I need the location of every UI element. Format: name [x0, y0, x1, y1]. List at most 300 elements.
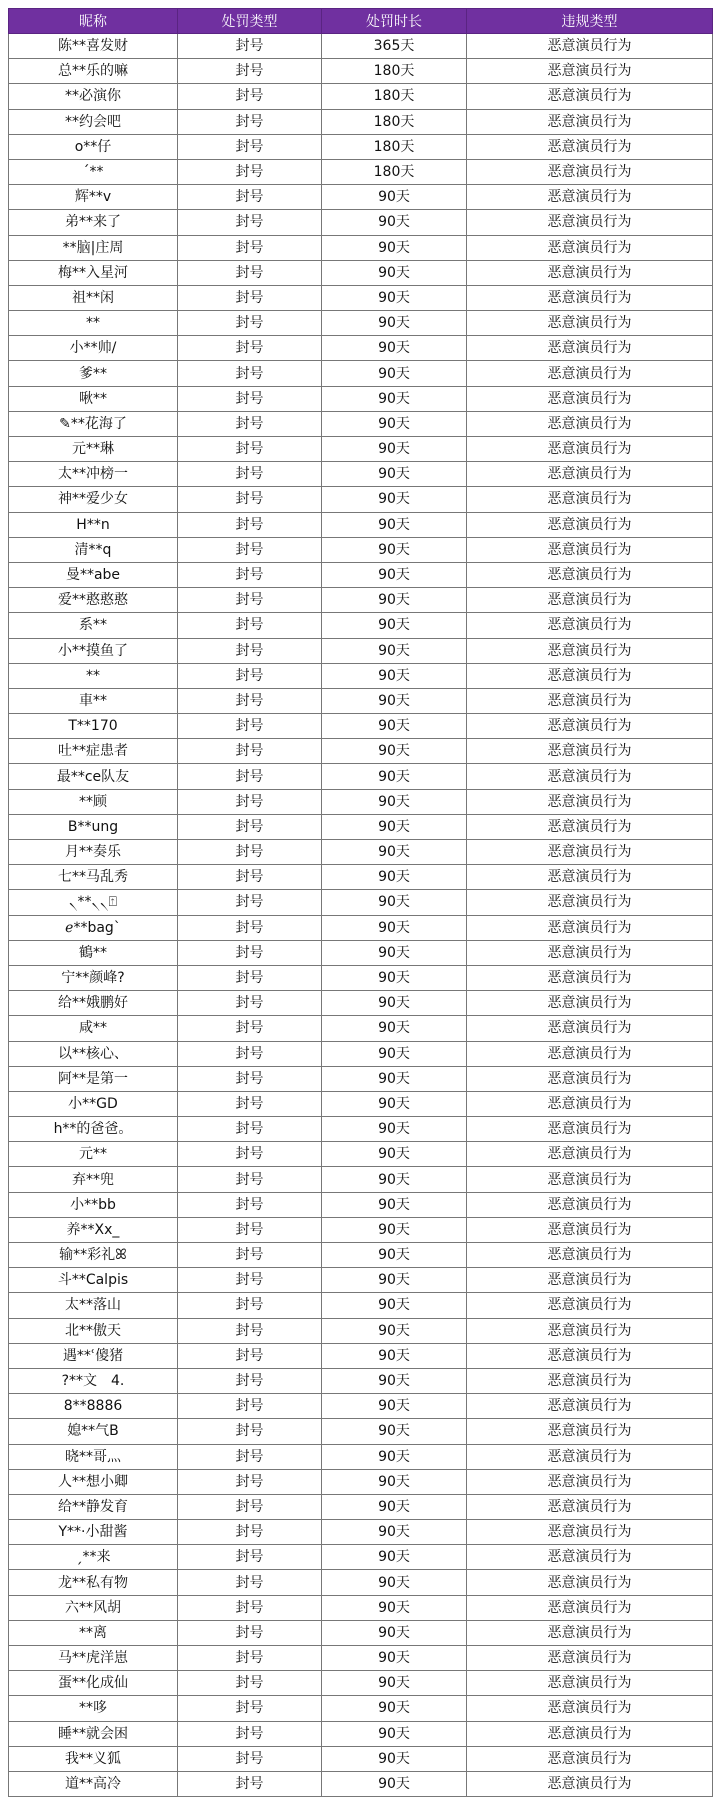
cell-penalty-duration: 90天 [322, 1142, 467, 1167]
cell-violation-type: 恶意演员行为 [467, 336, 713, 361]
table-row [9, 311, 713, 336]
cell-penalty-duration: 90天 [322, 1646, 467, 1671]
table-row [9, 235, 713, 260]
cell-penalty-type: 封号 [178, 1671, 322, 1696]
cell-penalty-duration: 90天 [322, 1318, 467, 1343]
cell-penalty-duration: 90天 [322, 764, 467, 789]
cell-penalty-duration: 90天 [322, 1192, 467, 1217]
cell-violation-type: 恶意演员行为 [467, 1570, 713, 1595]
cell-penalty-type: 封号 [178, 109, 322, 134]
cell-penalty-duration: 90天 [322, 1368, 467, 1393]
cell-violation-type: 恶意演员行为 [467, 991, 713, 1016]
cell-violation-type: 恶意演员行为 [467, 311, 713, 336]
cell-nickname: 晓**哥灬 [9, 1444, 178, 1469]
cell-penalty-duration: 90天 [322, 865, 467, 890]
table-row [9, 588, 713, 613]
header-row [9, 9, 713, 34]
cell-penalty-type: 封号 [178, 865, 322, 890]
cell-penalty-duration: 90天 [322, 1217, 467, 1242]
cell-penalty-type: 封号 [178, 1696, 322, 1721]
cell-nickname: **离 [9, 1620, 178, 1645]
header-penalty-type: 处罚类型 [178, 9, 322, 34]
cell-violation-type: 恶意演员行为 [467, 789, 713, 814]
cell-penalty-type: 封号 [178, 915, 322, 940]
cell-violation-type: 恶意演员行为 [467, 1293, 713, 1318]
cell-nickname: 以**核心、 [9, 1041, 178, 1066]
cell-violation-type: 恶意演员行为 [467, 688, 713, 713]
cell-nickname: 車** [9, 688, 178, 713]
cell-violation-type: 恶意演员行为 [467, 1494, 713, 1519]
cell-violation-type: 恶意演员行为 [467, 1419, 713, 1444]
cell-nickname: **顾 [9, 789, 178, 814]
cell-violation-type: 恶意演员行为 [467, 386, 713, 411]
cell-violation-type: 恶意演员行为 [467, 1142, 713, 1167]
cell-penalty-type: 封号 [178, 210, 322, 235]
cell-violation-type: 恶意演员行为 [467, 1671, 713, 1696]
cell-penalty-type: 封号 [178, 311, 322, 336]
cell-penalty-duration: 90天 [322, 1595, 467, 1620]
cell-penalty-duration: 90天 [322, 487, 467, 512]
cell-violation-type: 恶意演员行为 [467, 185, 713, 210]
cell-penalty-duration: 180天 [322, 134, 467, 159]
cell-penalty-duration: 90天 [322, 789, 467, 814]
cell-penalty-type: 封号 [178, 688, 322, 713]
cell-penalty-duration: 90天 [322, 462, 467, 487]
cell-violation-type: 恶意演员行为 [467, 940, 713, 965]
cell-penalty-duration: 90天 [322, 1520, 467, 1545]
cell-penalty-duration: 90天 [322, 210, 467, 235]
cell-penalty-duration: 90天 [322, 638, 467, 663]
table-row [9, 1545, 713, 1570]
cell-violation-type: 恶意演员行为 [467, 1746, 713, 1771]
cell-penalty-duration: 90天 [322, 411, 467, 436]
cell-penalty-duration: 90天 [322, 739, 467, 764]
cell-nickname: 曼**abe [9, 562, 178, 587]
cell-violation-type: 恶意演员行为 [467, 1318, 713, 1343]
cell-penalty-type: 封号 [178, 714, 322, 739]
cell-penalty-type: 封号 [178, 1419, 322, 1444]
table-row [9, 285, 713, 310]
cell-penalty-type: 封号 [178, 487, 322, 512]
cell-violation-type: 恶意演员行为 [467, 1771, 713, 1796]
cell-violation-type: 恶意演员行为 [467, 562, 713, 587]
cell-penalty-type: 封号 [178, 1771, 322, 1796]
table-row [9, 739, 713, 764]
cell-penalty-type: 封号 [178, 512, 322, 537]
cell-nickname: 道**高冷 [9, 1771, 178, 1796]
cell-penalty-type: 封号 [178, 764, 322, 789]
cell-nickname: B**ung [9, 814, 178, 839]
table-row [9, 865, 713, 890]
cell-penalty-type: 封号 [178, 1041, 322, 1066]
cell-penalty-type: 封号 [178, 235, 322, 260]
table-row [9, 411, 713, 436]
cell-nickname: 咸** [9, 1016, 178, 1041]
cell-penalty-type: 封号 [178, 1192, 322, 1217]
table-row [9, 940, 713, 965]
cell-penalty-duration: 90天 [322, 1394, 467, 1419]
cell-violation-type: 恶意演员行为 [467, 739, 713, 764]
cell-violation-type: 恶意演员行为 [467, 965, 713, 990]
header-violation-type: 违规类型 [467, 9, 713, 34]
cell-nickname: 宁**颜峰? [9, 965, 178, 990]
table-row [9, 1268, 713, 1293]
cell-penalty-type: 封号 [178, 1469, 322, 1494]
cell-nickname: H**n [9, 512, 178, 537]
cell-violation-type: 恶意演员行为 [467, 1066, 713, 1091]
cell-penalty-duration: 90天 [322, 1444, 467, 1469]
cell-nickname: 祖**闲 [9, 285, 178, 310]
cell-nickname: 遇**ʿ傻猪 [9, 1343, 178, 1368]
cell-nickname: h**的爸爸。 [9, 1117, 178, 1142]
cell-penalty-duration: 90天 [322, 1746, 467, 1771]
cell-penalty-duration: 90天 [322, 437, 467, 462]
cell-penalty-type: 封号 [178, 537, 322, 562]
cell-nickname: 爱**憨憨憨 [9, 588, 178, 613]
cell-nickname: 人**想小卿 [9, 1469, 178, 1494]
cell-nickname: 弃**兜 [9, 1167, 178, 1192]
cell-violation-type: 恶意演员行为 [467, 512, 713, 537]
cell-penalty-type: 封号 [178, 1167, 322, 1192]
cell-violation-type: 恶意演员行为 [467, 159, 713, 184]
cell-penalty-type: 封号 [178, 991, 322, 1016]
cell-penalty-type: 封号 [178, 789, 322, 814]
cell-penalty-duration: 90天 [322, 285, 467, 310]
table-row [9, 487, 713, 512]
cell-penalty-duration: 90天 [322, 1620, 467, 1645]
table-row [9, 34, 713, 59]
cell-penalty-type: 封号 [178, 1595, 322, 1620]
table-row [9, 437, 713, 462]
table-row [9, 1469, 713, 1494]
table-row [9, 1066, 713, 1091]
cell-penalty-duration: 90天 [322, 185, 467, 210]
table-row [9, 134, 713, 159]
cell-penalty-type: 封号 [178, 159, 322, 184]
cell-penalty-type: 封号 [178, 1318, 322, 1343]
cell-nickname: 输**彩礼ꕤ [9, 1243, 178, 1268]
cell-violation-type: 恶意演员行为 [467, 537, 713, 562]
table-row [9, 1368, 713, 1393]
cell-violation-type: 恶意演员行为 [467, 764, 713, 789]
cell-nickname: 8**8886 [9, 1394, 178, 1419]
cell-nickname: ℯ**bag` [9, 915, 178, 940]
cell-penalty-duration: 90天 [322, 1721, 467, 1746]
cell-penalty-type: 封号 [178, 940, 322, 965]
cell-violation-type: 恶意演员行为 [467, 663, 713, 688]
cell-nickname: 北**傲天 [9, 1318, 178, 1343]
table-row [9, 1419, 713, 1444]
cell-penalty-duration: 180天 [322, 59, 467, 84]
penalty-table [8, 8, 713, 1797]
cell-violation-type: 恶意演员行为 [467, 1041, 713, 1066]
table-row [9, 1142, 713, 1167]
cell-penalty-type: 封号 [178, 814, 322, 839]
cell-violation-type: 恶意演员行为 [467, 462, 713, 487]
cell-penalty-duration: 90天 [322, 1771, 467, 1796]
cell-nickname: 龙**私有物 [9, 1570, 178, 1595]
cell-nickname: 月**奏乐 [9, 840, 178, 865]
cell-nickname: ** [9, 663, 178, 688]
cell-violation-type: 恶意演员行为 [467, 840, 713, 865]
cell-penalty-type: 封号 [178, 638, 322, 663]
cell-violation-type: 恶意演员行为 [467, 865, 713, 890]
table-row [9, 814, 713, 839]
table-row [9, 764, 713, 789]
table-row [9, 109, 713, 134]
cell-penalty-type: 封号 [178, 1570, 322, 1595]
cell-penalty-duration: 90天 [322, 840, 467, 865]
cell-penalty-type: 封号 [178, 890, 322, 915]
cell-penalty-duration: 180天 [322, 159, 467, 184]
cell-nickname: ˊ** [9, 159, 178, 184]
cell-penalty-type: 封号 [178, 386, 322, 411]
table-body [9, 34, 713, 1797]
cell-penalty-duration: 90天 [322, 991, 467, 1016]
cell-nickname: 六**风胡 [9, 1595, 178, 1620]
cell-penalty-type: 封号 [178, 285, 322, 310]
cell-violation-type: 恶意演员行为 [467, 1016, 713, 1041]
table-row [9, 59, 713, 84]
cell-nickname: 养**Xx_ [9, 1217, 178, 1242]
cell-penalty-duration: 90天 [322, 1117, 467, 1142]
table-row [9, 1595, 713, 1620]
cell-violation-type: 恶意演员行为 [467, 588, 713, 613]
cell-penalty-duration: 90天 [322, 1343, 467, 1368]
cell-violation-type: 恶意演员行为 [467, 411, 713, 436]
cell-penalty-duration: 90天 [322, 663, 467, 688]
cell-violation-type: 恶意演员行为 [467, 134, 713, 159]
table-row [9, 562, 713, 587]
cell-penalty-type: 封号 [178, 1721, 322, 1746]
cell-penalty-duration: 90天 [322, 814, 467, 839]
cell-penalty-type: 封号 [178, 134, 322, 159]
table-row [9, 361, 713, 386]
cell-penalty-type: 封号 [178, 1394, 322, 1419]
table-row [9, 1646, 713, 1671]
cell-nickname: 梅**入星河 [9, 260, 178, 285]
cell-violation-type: 恶意演员行为 [467, 1721, 713, 1746]
cell-violation-type: 恶意演员行为 [467, 638, 713, 663]
cell-penalty-type: 封号 [178, 411, 322, 436]
cell-violation-type: 恶意演员行为 [467, 1243, 713, 1268]
cell-nickname: 辉**v [9, 185, 178, 210]
cell-nickname: 小**帅/ [9, 336, 178, 361]
cell-penalty-duration: 90天 [322, 336, 467, 361]
cell-penalty-type: 封号 [178, 739, 322, 764]
cell-penalty-type: 封号 [178, 1293, 322, 1318]
cell-violation-type: 恶意演员行为 [467, 1167, 713, 1192]
cell-nickname: o**仔 [9, 134, 178, 159]
cell-penalty-duration: 90天 [322, 361, 467, 386]
cell-penalty-duration: 90天 [322, 1570, 467, 1595]
cell-penalty-duration: 90天 [322, 714, 467, 739]
cell-penalty-type: 封号 [178, 34, 322, 59]
cell-penalty-duration: 90天 [322, 588, 467, 613]
cell-nickname: 总**乐的嘛 [9, 59, 178, 84]
table-row [9, 840, 713, 865]
cell-penalty-type: 封号 [178, 361, 322, 386]
cell-violation-type: 恶意演员行为 [467, 714, 713, 739]
cell-violation-type: 恶意演员行为 [467, 1368, 713, 1393]
table-row [9, 688, 713, 713]
table-row [9, 1192, 713, 1217]
cell-nickname: 清**q [9, 537, 178, 562]
table-row [9, 991, 713, 1016]
cell-violation-type: 恶意演员行为 [467, 1268, 713, 1293]
cell-nickname: **哆 [9, 1696, 178, 1721]
table-row [9, 512, 713, 537]
table-row [9, 1016, 713, 1041]
cell-penalty-type: 封号 [178, 965, 322, 990]
cell-penalty-duration: 90天 [322, 1268, 467, 1293]
cell-violation-type: 恶意演员行为 [467, 1444, 713, 1469]
table-row [9, 260, 713, 285]
cell-violation-type: 恶意演员行为 [467, 361, 713, 386]
cell-penalty-type: 封号 [178, 1268, 322, 1293]
table-row [9, 965, 713, 990]
table-row [9, 1746, 713, 1771]
cell-penalty-duration: 90天 [322, 1469, 467, 1494]
cell-violation-type: 恶意演员行为 [467, 1696, 713, 1721]
cell-penalty-duration: 90天 [322, 1091, 467, 1116]
cell-nickname: 给**娥鹏好 [9, 991, 178, 1016]
cell-nickname: ✎**花海了 [9, 411, 178, 436]
cell-violation-type: 恶意演员行为 [467, 59, 713, 84]
cell-penalty-duration: 90天 [322, 386, 467, 411]
table-row [9, 537, 713, 562]
cell-penalty-type: 封号 [178, 1368, 322, 1393]
cell-violation-type: 恶意演员行为 [467, 84, 713, 109]
cell-penalty-duration: 365天 [322, 34, 467, 59]
cell-nickname: ˏ**来 [9, 1545, 178, 1570]
cell-nickname: 斗**Calpis [9, 1268, 178, 1293]
cell-penalty-duration: 90天 [322, 260, 467, 285]
cell-violation-type: 恶意演员行为 [467, 210, 713, 235]
cell-nickname: 鶴** [9, 940, 178, 965]
cell-penalty-type: 封号 [178, 840, 322, 865]
cell-nickname: 太**落山 [9, 1293, 178, 1318]
cell-violation-type: 恶意演员行为 [467, 437, 713, 462]
cell-violation-type: 恶意演员行为 [467, 1091, 713, 1116]
cell-penalty-type: 封号 [178, 1620, 322, 1645]
cell-violation-type: 恶意演员行为 [467, 1620, 713, 1645]
cell-nickname: **脑|庄周 [9, 235, 178, 260]
table-row [9, 1620, 713, 1645]
cell-penalty-type: 封号 [178, 1746, 322, 1771]
cell-nickname: 系** [9, 613, 178, 638]
cell-penalty-type: 封号 [178, 1142, 322, 1167]
table-row [9, 462, 713, 487]
table-row [9, 1494, 713, 1519]
cell-nickname: ** [9, 311, 178, 336]
cell-nickname: 爹** [9, 361, 178, 386]
cell-nickname: **约会吧 [9, 109, 178, 134]
cell-penalty-type: 封号 [178, 84, 322, 109]
table-row [9, 890, 713, 915]
cell-penalty-duration: 90天 [322, 915, 467, 940]
cell-violation-type: 恶意演员行为 [467, 915, 713, 940]
cell-penalty-duration: 90天 [322, 940, 467, 965]
table-row [9, 1167, 713, 1192]
cell-nickname: 马**虎洋崽 [9, 1646, 178, 1671]
table-row [9, 1318, 713, 1343]
table-row [9, 1293, 713, 1318]
cell-penalty-type: 封号 [178, 1091, 322, 1116]
table-header [9, 9, 713, 34]
cell-violation-type: 恶意演员行为 [467, 1217, 713, 1242]
cell-nickname: 吐**症患者 [9, 739, 178, 764]
cell-penalty-type: 封号 [178, 1243, 322, 1268]
cell-nickname: 太**冲榜一 [9, 462, 178, 487]
cell-penalty-duration: 90天 [322, 1041, 467, 1066]
cell-penalty-type: 封号 [178, 1494, 322, 1519]
cell-penalty-duration: 90天 [322, 537, 467, 562]
cell-violation-type: 恶意演员行为 [467, 890, 713, 915]
cell-nickname: 我**义狐 [9, 1746, 178, 1771]
cell-penalty-duration: 180天 [322, 109, 467, 134]
cell-penalty-duration: 90天 [322, 1167, 467, 1192]
cell-penalty-duration: 90天 [322, 1293, 467, 1318]
cell-violation-type: 恶意演员行为 [467, 34, 713, 59]
cell-penalty-type: 封号 [178, 1117, 322, 1142]
table-row [9, 1394, 713, 1419]
cell-nickname: 阿**是第一 [9, 1066, 178, 1091]
cell-nickname: 小**摸鱼了 [9, 638, 178, 663]
cell-nickname: 最**ce队友 [9, 764, 178, 789]
cell-nickname: 小**bb [9, 1192, 178, 1217]
header-penalty-duration: 处罚时长 [322, 9, 467, 34]
cell-penalty-duration: 180天 [322, 84, 467, 109]
cell-penalty-type: 封号 [178, 1343, 322, 1368]
cell-nickname: **必演你 [9, 84, 178, 109]
header-nickname: 昵称 [9, 9, 178, 34]
cell-nickname: 弟**来了 [9, 210, 178, 235]
cell-penalty-duration: 90天 [322, 1016, 467, 1041]
table-row [9, 1696, 713, 1721]
cell-penalty-type: 封号 [178, 260, 322, 285]
penalty-table-container [8, 8, 713, 1797]
cell-nickname: 陈**喜发财 [9, 34, 178, 59]
cell-nickname: 媳**气B [9, 1419, 178, 1444]
table-row [9, 1217, 713, 1242]
cell-penalty-type: 封号 [178, 1066, 322, 1091]
cell-nickname: 元**琳 [9, 437, 178, 462]
table-row [9, 185, 713, 210]
cell-nickname: 七**马乱秀 [9, 865, 178, 890]
cell-penalty-type: 封号 [178, 185, 322, 210]
cell-violation-type: 恶意演员行为 [467, 1545, 713, 1570]
table-row [9, 1041, 713, 1066]
cell-violation-type: 恶意演员行为 [467, 1117, 713, 1142]
cell-violation-type: 恶意演员行为 [467, 487, 713, 512]
cell-penalty-type: 封号 [178, 336, 322, 361]
cell-nickname: ?**文 4. [9, 1368, 178, 1393]
cell-nickname: T**170 [9, 714, 178, 739]
cell-violation-type: 恶意演员行为 [467, 1192, 713, 1217]
table-row [9, 714, 713, 739]
cell-nickname: 元** [9, 1142, 178, 1167]
cell-penalty-type: 封号 [178, 1520, 322, 1545]
table-row [9, 1091, 713, 1116]
table-row [9, 638, 713, 663]
cell-penalty-type: 封号 [178, 1016, 322, 1041]
cell-penalty-type: 封号 [178, 462, 322, 487]
cell-nickname: 睡**就会困 [9, 1721, 178, 1746]
cell-penalty-duration: 90天 [322, 965, 467, 990]
cell-penalty-type: 封号 [178, 437, 322, 462]
cell-violation-type: 恶意演员行为 [467, 1469, 713, 1494]
